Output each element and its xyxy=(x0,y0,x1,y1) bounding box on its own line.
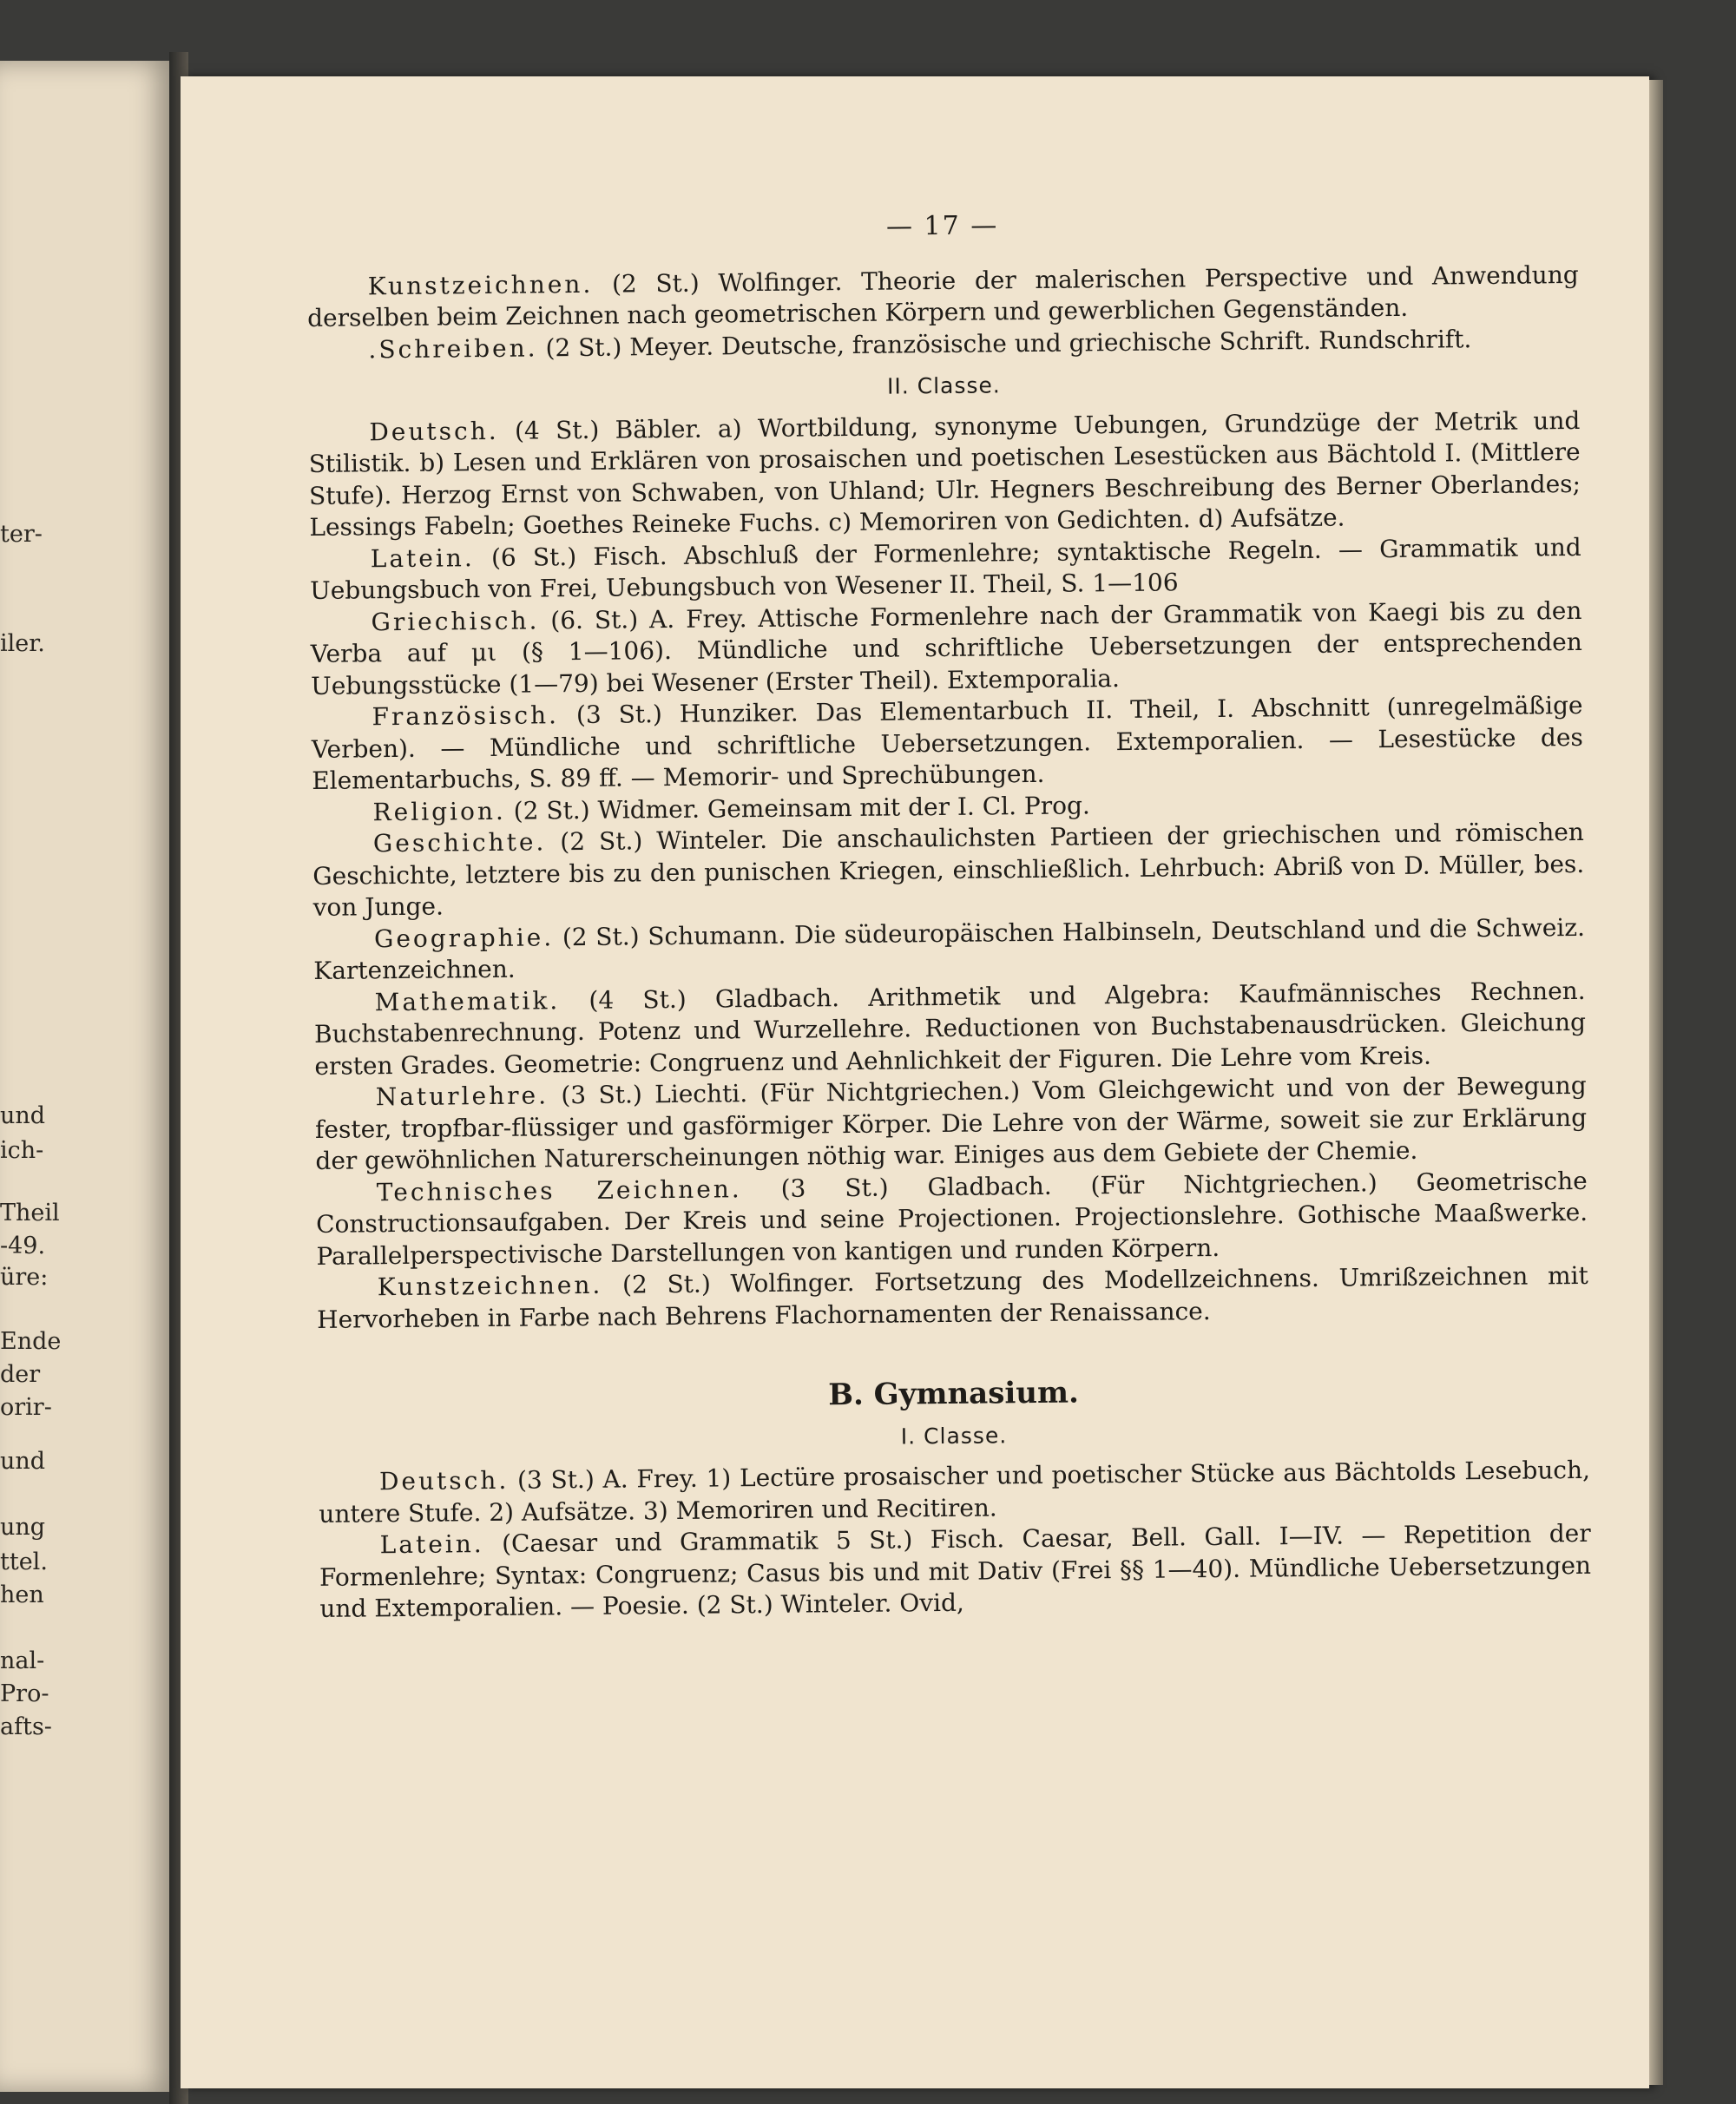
course-subject: Geographie. xyxy=(373,922,555,953)
course-subject: Latein. xyxy=(379,1529,484,1560)
left-page-text-fragment: Theil xyxy=(0,1200,60,1226)
page-number: — 17 — xyxy=(885,210,999,242)
course-subject: Kunstzeichnen. xyxy=(367,269,594,300)
left-page-text-fragment: und xyxy=(0,1448,46,1475)
course-description: (3 St.) Hunziker. Das Elementarbuch II. Theil, I. Abschnitt (unregelmäßige Verben). — Mündliche und schriftliche Uebersetzungen. Extemporalien. — Lesestücke des Elementarbuchs, S. 89 ff. — Memorir- und Sprechübungen. xyxy=(311,690,1583,795)
class-1-entries xyxy=(319,1455,1592,1626)
left-page-text-fragment: ttel. xyxy=(0,1548,48,1575)
left-page-text-fragment: und xyxy=(0,1102,46,1129)
course-entry xyxy=(313,911,1586,987)
left-page-text-fragment: iler. xyxy=(0,630,45,657)
course-description: (3 St.) A. Frey. 1) Lectüre prosaischer und poetischer Stücke aus Bächtolds Lesebuch, untere Stufe. 2) Aufsätze. 3) Memoriren und Recitiren. xyxy=(319,1455,1591,1529)
course-description: (2 St.) Wolfinger. Fortsetzung des Modellzeichnens. Umrißzeichnen mit Hervorheben in Farbe nach Behrens Flachornamenten der Renaissance. xyxy=(317,1260,1588,1334)
class-2-heading: II. Classe. xyxy=(886,372,1001,399)
page-edge xyxy=(1649,80,1663,2085)
left-page-text-fragment: der xyxy=(0,1361,41,1388)
course-entry xyxy=(319,1455,1591,1530)
left-facing-page xyxy=(0,61,174,2092)
course-description: (2 St.) Wolfinger. Theorie der malerischen Perspective und Anwendung derselben beim Zeichnen nach geometrischen Körpern und gewerblichen Gegenständen. xyxy=(306,260,1579,332)
left-page-text-fragment: ter- xyxy=(0,521,43,548)
course-subject: Mathematik. xyxy=(374,985,561,1016)
book-page xyxy=(181,76,1649,2088)
course-subject: Kunstzeichnen. xyxy=(377,1270,603,1302)
course-entry xyxy=(308,404,1581,543)
class-1-heading: I. Classe. xyxy=(900,1422,1008,1449)
course-description: (2 St.) Schumann. Die südeuropäischen Halbinseln, Deutschland und die Schweiz. Kartenzeichnen. xyxy=(313,912,1586,985)
course-entry xyxy=(317,1260,1589,1336)
course-subject: Französisch. xyxy=(372,700,560,732)
left-page-text-fragment: Ende xyxy=(0,1328,62,1355)
course-subject: Religion. xyxy=(372,796,506,826)
course-entry xyxy=(307,259,1580,334)
page-content xyxy=(306,205,1592,1625)
course-subject: Latein. xyxy=(370,542,475,573)
left-page-text-fragment: ich- xyxy=(0,1137,44,1164)
section-b-heading: B. Gymnasium. xyxy=(828,1375,1080,1413)
left-page-text-fragment: orir- xyxy=(0,1394,52,1421)
course-subject: .Schreiben. xyxy=(368,332,538,364)
course-description: (2 St.) Widmer. Gemeinsam mit der I. Cl. Prog. xyxy=(505,790,1090,825)
course-entry xyxy=(310,595,1582,702)
course-description: (2 St.) Winteler. Die anschaulichsten Partieen der griechischen und römischen Geschichte, letztere bis zu den punischen Kriegen, einschließlich. Lehrbuch: Abriß von D. Müller, bes. von Junge. xyxy=(312,817,1585,922)
course-entry xyxy=(319,1518,1592,1626)
left-page-text-fragment: Pro- xyxy=(0,1680,49,1707)
left-page-text-fragment: -49. xyxy=(0,1233,46,1259)
course-description: (6 St.) Fisch. Abschluß der Formenlehre; syntaktische Regeln. — Grammatik und Uebungsbuch von Frei, Uebungsbuch von Wesener II. Theil, S. 1—106 xyxy=(309,532,1581,605)
course-description: (3 St.) Gladbach. (Für Nichtgriechen.) Geometrische Constructionsaufgaben. Der Kreis und seine Projectionen. Projectionslehre. Gothische Maaßwerke. Parallelperspectivische Darstellungen von kantigen und runden Körpern. xyxy=(315,1166,1588,1271)
course-subject: Deutsch. xyxy=(369,416,499,446)
course-description: (6. St.) A. Frey. Attische Formenlehre nach der Grammatik von Kaegi bis zu den Verba auf μι (§ 1—106). Mündliche und schriftliche Uebersetzungen der entsprechenden Uebungsstücke (1—79) bei Wesener (Erster Theil). Extemporalia. xyxy=(310,595,1582,700)
course-entry xyxy=(312,817,1585,924)
course-entry xyxy=(316,1165,1588,1272)
course-entry xyxy=(311,690,1583,798)
course-description: (3 St.) Liechti. (Für Nichtgriechen.) Vom Gleichgewicht und von der Bewegung fester, tropfbar-flüssiger und gasförmiger Körper. Die Lehre von der Wärme, soweit sie zur Erklärung der gewöhnlichen Naturerscheinungen nöthig war. Einiges aus dem Gebiete der Chemie. xyxy=(314,1070,1588,1175)
course-entry xyxy=(314,975,1587,1082)
left-page-text-fragment: üre: xyxy=(0,1264,49,1291)
course-subject: Griechisch. xyxy=(371,605,540,636)
left-page-text-fragment: afts- xyxy=(0,1713,52,1740)
course-subject: Technisches Zeichnen. xyxy=(376,1174,742,1207)
course-description: (4 St.) Bäbler. a) Wortbildung, synonyme Uebungen, Grundzüge der Metrik und Stilistik. b) Lesen und Erklären von prosaischen und poetischen Lesestücken aus Bächtold I. (Mittlere Stufe). Herzog Ernst von Schwaben, von Uhland; Ulr. Hegners Beschreibung des Berner Oberlandes; Lessings Fabeln; Goethes Reineke Fuchs. c) Memoriren von Gedichten. d) Aufsätze. xyxy=(308,405,1581,542)
left-page-text-fragment: ung xyxy=(0,1514,46,1541)
course-entry xyxy=(315,1070,1588,1178)
left-page-text-fragment: nal- xyxy=(0,1647,45,1674)
course-subject: Geschichte. xyxy=(372,827,547,858)
course-description: (Caesar und Grammatik 5 St.) Fisch. Caesar, Bell. Gall. I—IV. — Repetition der Formenlehre; Syntax: Congruenz; Casus bis und mit Dativ (Frei §§ 1—40). Mündliche Uebersetzungen und Extemporalien. — Poesie. (2 St.) Winteler. Ovid, xyxy=(319,1518,1592,1623)
course-subject: Deutsch. xyxy=(378,1465,510,1496)
course-description: (2 St.) Meyer. Deutsche, französische und griechische Schrift. Rundschrift. xyxy=(537,324,1472,362)
class-2-entries xyxy=(308,404,1588,1336)
course-description: (4 St.) Gladbach. Arithmetik und Algebra: Kaufmännisches Rechnen. Buchstabenrechnung. Potenz und Wurzellehre. Reductionen von Buchstabenausdrücken. Gleichung ersten Grades. Geometrie: Congruenz und Aehnlichkeit der Figuren. Die Lehre vom Kreis. xyxy=(313,976,1587,1081)
left-page-text-fragment: hen xyxy=(0,1581,44,1608)
top-entries xyxy=(307,259,1580,366)
course-entry xyxy=(310,531,1582,607)
course-subject: Naturlehre. xyxy=(375,1081,549,1112)
